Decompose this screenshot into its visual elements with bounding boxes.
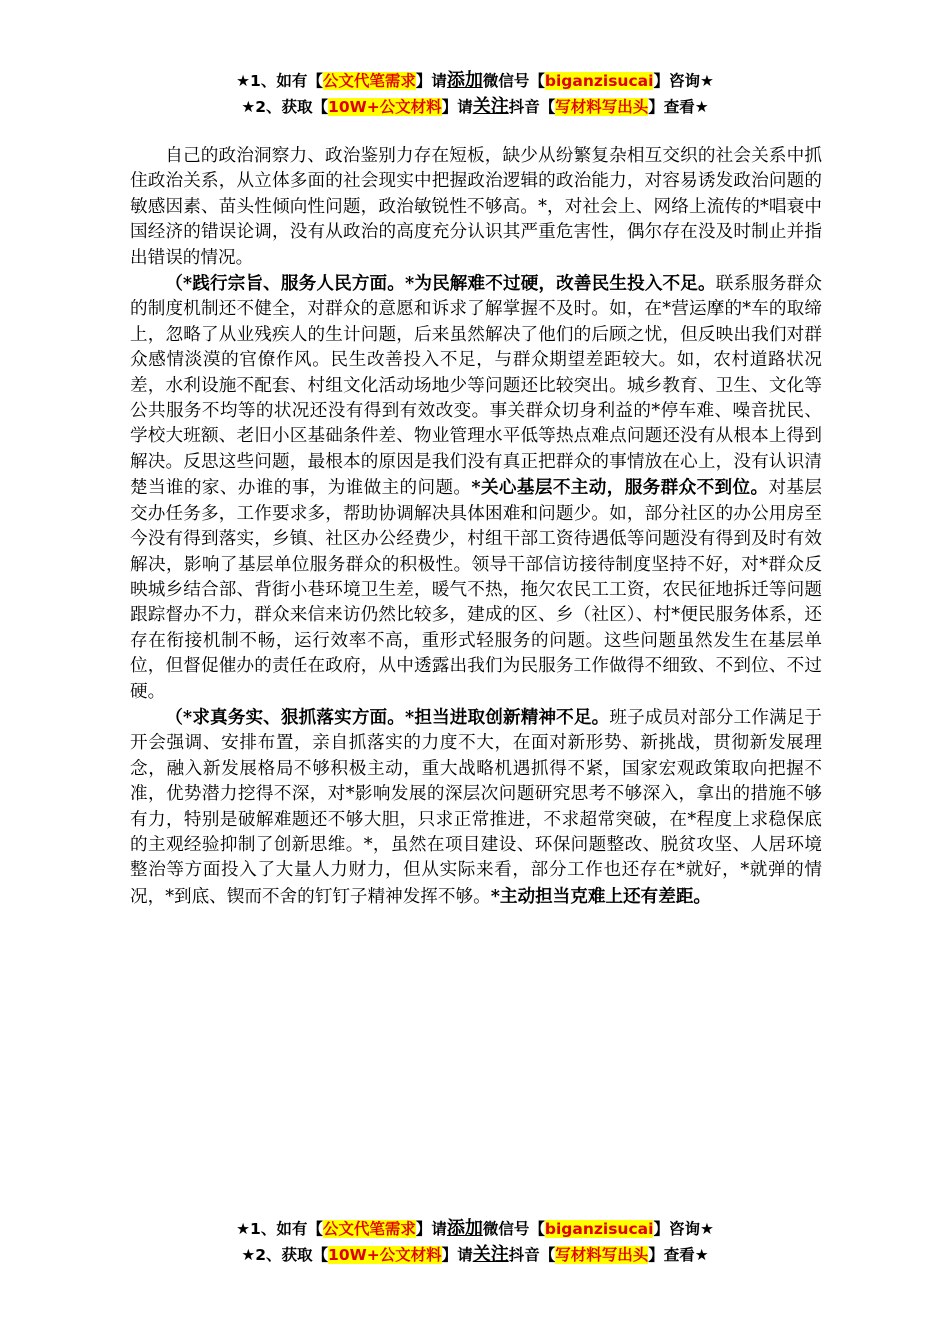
banner-text: 微信号【 — [482, 72, 545, 90]
banner-text: 2、获取【 — [255, 98, 329, 116]
banner-text: 】查看 — [648, 1246, 695, 1264]
subsection-heading: *主动担当克难上还有差距。 — [490, 885, 712, 907]
banner-text: 】请 — [441, 1246, 473, 1264]
paragraph-text: 自己的政治洞察力、政治鉴别力存在短板，缺少从纷繁复杂相互交织的社会关系中抓住政治关系，从立体多面的社会现实中把握政治逻辑的政治能力，对容易诱发政治问题的敏感因素、苗头性倾向性问题，政治敏锐性不够高。*，对社会上、网络上流传的*唱衰中国经济的错误论调，没有从政治的高度充分认识其严重危害性，偶尔存在没及时制止并指出错误的情况。 — [130, 146, 822, 268]
banner-text: 抖音【 — [508, 1246, 556, 1264]
banner-text: 】请 — [415, 1220, 447, 1238]
header-banner — [0, 68, 950, 120]
star-icon: ★ — [236, 1220, 251, 1238]
section-heading: （*求真务实、狠抓落实方面。*担当进取创新精神不足。 — [165, 706, 610, 728]
banner-line-1 — [0, 68, 950, 94]
star-icon: ★ — [241, 1246, 256, 1264]
banner-line-2 — [0, 1242, 950, 1268]
highlight-materials: 10W+公文材料 — [328, 1246, 442, 1264]
highlight-materials: 10W+公文材料 — [328, 98, 442, 116]
banner-text: 1、如有【 — [250, 72, 323, 90]
highlight-douyin-id: 写材料写出头 — [555, 1246, 649, 1264]
banner-text: 2、获取【 — [255, 1246, 329, 1264]
highlight-wechat-id: biganzisucai — [544, 72, 654, 90]
banner-text: 抖音【 — [508, 98, 556, 116]
emphasis-follow: 关注 — [472, 96, 509, 117]
banner-text: 微信号【 — [482, 1220, 545, 1238]
star-icon: ★ — [241, 98, 256, 116]
emphasis-follow: 关注 — [472, 1244, 509, 1265]
paragraph-1 — [130, 144, 822, 271]
paragraph-text: 联系服务群众的制度机制还不健全，对群众的意愿和诉求了解掌握不及时。如，在*营运摩的*车的取缔上，忽略了从业残疾人的生计问题，后来虽然解决了他们的后顾之忧，但反映出我们对群众感情淡漠的官僚作风。民生改善投入不足，与群众期望差距较大。如，农村道路状况差，水利设施不配套、村组文化活动场地少等问题还比较突出。城乡教育、卫生、文化等公共服务不均等的状况还没有得到有效改变。事关群众切身利益的*停车难、噪音扰民、学校大班额、老旧小区基础条件差、物业管理水平低等热点难点问题还没有从根本上得到解决。反思这些问题，最根本的原因是我们没有真正把群众的事情放在心上，没有认识清楚当谁的家、办谁的事，为谁做主的问题。 — [130, 274, 822, 499]
document-body — [130, 144, 822, 910]
banner-text: 】请 — [441, 98, 473, 116]
footer-banner — [0, 1216, 950, 1268]
banner-line-1 — [0, 1216, 950, 1242]
star-icon: ★ — [236, 72, 251, 90]
banner-line-2 — [0, 94, 950, 120]
paragraph-2 — [130, 271, 822, 705]
star-icon: ★ — [699, 1220, 714, 1238]
paragraph-text: 对基层交办任务多，工作要求多，帮助协调解决具体困难和问题少。如，部分社区的办公用房至今没有得到落实，乡镇、社区办公经费少，村组干部工资待遇低等问题没有得到及时有效解决，影响了基层单位服务群众的积极性。领导干部信访接待制度坚持不好，对*群众反映城乡结合部、背街小巷环境卫生差，暖气不热，拖欠农民工工资，农民征地拆迁等问题跟踪督办不力，群众来信来访仍然比较多，建成的区、乡（社区）、村*便民服务体系，还存在衔接机制不畅，运行效率不高，重形式轻服务的问题。这些问题虽然发生在基层单位，但督促催办的责任在政府，从中透露出我们为民服务工作做得不细致、不到位、不过硬。 — [130, 478, 822, 702]
banner-text: 】咨询 — [653, 72, 700, 90]
emphasis-add: 添加 — [446, 70, 483, 91]
highlight-service: 公文代笔需求 — [322, 72, 416, 90]
highlight-douyin-id: 写材料写出头 — [555, 98, 649, 116]
paragraph-3 — [130, 705, 822, 910]
subsection-heading: *关心基层不主动，服务群众不到位。 — [471, 477, 769, 499]
banner-text: 】咨询 — [653, 1220, 700, 1238]
paragraph-text: 班子成员对部分工作满足于开会强调、安排布置，亲自抓落实的力度不大，在面对新形势、新挑战，贯彻新发展理念，融入新发展格局不够积极主动，重大战略机遇抓得不紧，国家宏观政策取向把握不准，优势潜力挖得不深，对*影响发展的深层次问题研究思考不够深入，拿出的措施不够有力，特别是破解难题还不够大胆，只求正常推进，不求超常突破，在*程度上求稳保底的主观经验抑制了创新思维。*，虽然在项目建设、环保问题整改、脱贫攻坚、人居环境整治等方面投入了大量人力财力，但从实际来看，部分工作也还存在*就好，*就弹的情况，*到底、锲而不舍的钉钉子精神发挥不够。 — [130, 707, 822, 907]
emphasis-add: 添加 — [446, 1218, 483, 1239]
banner-text: 】请 — [415, 72, 447, 90]
highlight-service: 公文代笔需求 — [322, 1220, 416, 1238]
banner-text: 1、如有【 — [250, 1220, 323, 1238]
highlight-wechat-id: biganzisucai — [544, 1220, 654, 1238]
section-heading: （*践行宗旨、服务人民方面。*为民解难不过硬，改善民生投入不足。 — [165, 273, 716, 295]
star-icon: ★ — [694, 1246, 709, 1264]
star-icon: ★ — [699, 72, 714, 90]
star-icon: ★ — [694, 98, 709, 116]
banner-text: 】查看 — [648, 98, 695, 116]
